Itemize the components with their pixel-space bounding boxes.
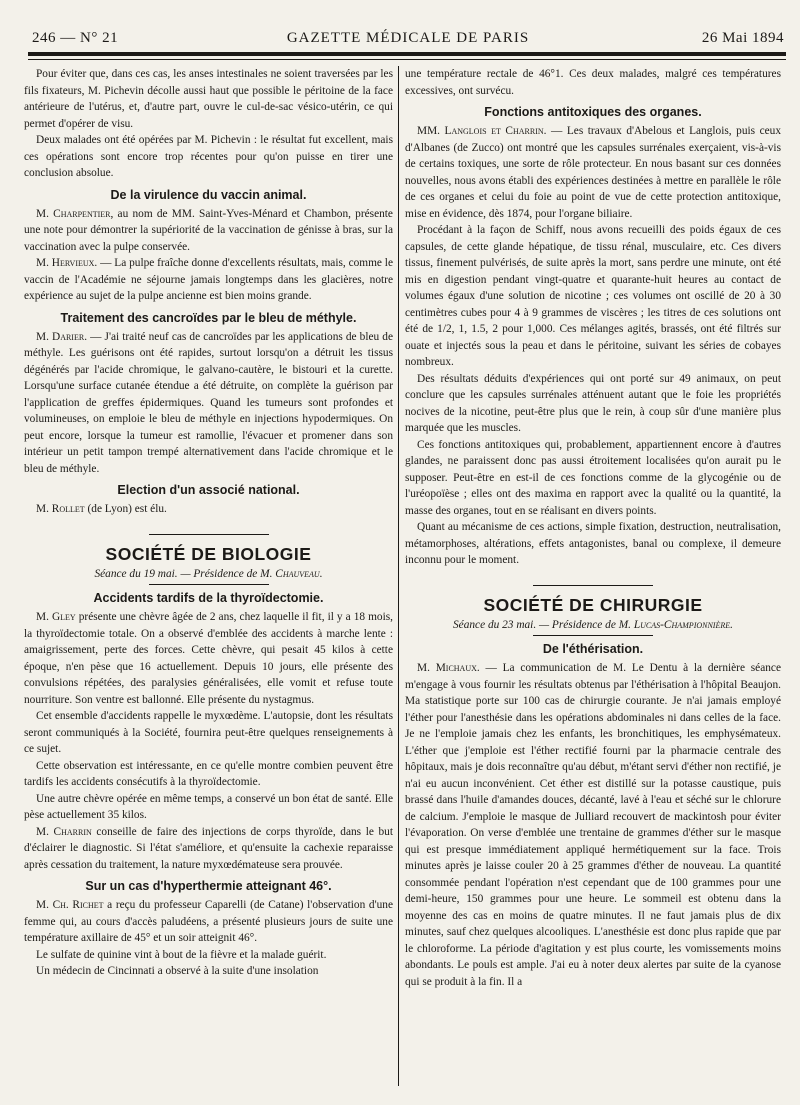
paragraph: Quant au mécanisme de ces actions, simple fixation, destruction, neutralisation, métamorphoses, altérations, effets antagonistes, banal ou complexe, il demeure inconnu pour le moment. (405, 521, 781, 566)
paragraph: Deux malades ont été opérées par M. Pichevin : le résultat fut excellent, mais ces opérations sont encore trop récentes pour qu'on puisse en tirer une conclusion absolue. (24, 134, 393, 179)
paragraph: Ces fonctions antitoxiques qui, probablement, appartiennent encore à d'autres glandes, ne paraissent donc pas aussi étroitement localisées qu'on aurait pu le supposer. Peut-être en est-il de ces fonctions comme de la glycogénie ou de l'uréopoïèse ; elles ont des maxima en rapport avec la qualité ou la quantité, la masse des organes, tout en se réalisant en divers points. (405, 438, 781, 517)
paragraph: Cet ensemble d'accidents rappelle le myxœdème. L'autopsie, dont les résultats seront communiqués à la Société, fournira peut-être quelques renseignements à ce sujet. (24, 710, 393, 755)
paragraph: Cette observation est intéressante, en ce qu'elle montre combien peuvent être tardifs les accidents consécutifs à la thyroïdectomie. (24, 759, 393, 788)
header-rule-thick (28, 52, 786, 56)
paragraph: M. Charrin conseille de faire des injections de corps thyroïde, dans le but d'éclairer le diagnostic. Si l'état s'améliore, et qu'ensuite la cachexie reparaisse après cessation du traitement, la nature myxœdémateuse sera prouvée. (24, 825, 393, 871)
journal-title: GAZETTE MÉDICALE DE PARIS (286, 30, 530, 46)
paragraph: M. Gley présente une chèvre âgée de 2 ans, chez laquelle il fit, il y a 18 mois, la thyroïdectomie totale. On a observé d'emblée des accidents à marche lente : amaigrissement, perte des forces. Cette chèvre, qui pesait 45 kilos à cette époque, n'en pèse que 16 actuellement. Depuis 10 jours, elle présente des convulsions répétées, des paralysies généralisées, elle vomit et refuse toute nourriture. Son ventre est ballonné. Elle présente du nystagmus. (24, 611, 393, 706)
section-heading-vaccin: De la virulence du vaccin animal. (110, 187, 307, 202)
paragraph: Le sulfate de quinine vint à bout de la fièvre et la malade guérit. (36, 948, 327, 961)
left-column (24, 66, 393, 1096)
speaker-name: M. Darier. (36, 330, 88, 343)
section-heading-antitoxiques: Fonctions antitoxiques des organes. (484, 105, 702, 119)
speaker-name: MM. Langlois et Charrin. (417, 125, 547, 137)
paragraph: M. Rollet (de Lyon) est élu. (36, 503, 167, 515)
header-rule-thin (28, 59, 786, 60)
section-separator (533, 635, 653, 636)
paragraph: M. Michaux. — La communication de M. Le Dentu à la dernière séance m'engage à vous fournir les résultats obtenus par l'éthérisation à l'hôpital Beaujon. Ma statistique porte sur 100 cas de chirurgie courante. Je n'ai jamais employé l'éther pour l'anesthésie dans les opérations abdominales ni dans celles de la face. Je ne l'emploie jamais chez les enfants, les bronchitiques, les emphysémateux. L'éther que j'emploie est l'éther rectifié fourni par la pharmacie centrale des hôpitaux, mais je dois reconnaître qu'au début, m'étant servi d'éther non rectifié, je n'ai eu aucun inconvénient. Cet éther est distillé sur la potasse caustique, puis brassé dans l'huile d'amandes douces, décanté, lavé à l'eau et séché sur le chlorure de calcium. J'emploie le masque de Julliard recouvert de mackintosh pour éviter l'évaporation. On verse d'emblée une trentaine de grammes d'éther sur le masque qui est presque immédiatement appliqué hermétiquement sur la face. Trois minutes après je laisse couler 20 à 25 grammes d'éther de nouveau. La quantité consommée pendant l'opération n'est cependant que de 100 grammes pour une demi-heure, 150 grammes pour une heure. Le sommeil est obtenu dans la moyenne des cas en moins de quatre minutes. Il ne faut jamais plus de dix minutes, sauf chez quelques alcooliques. L'anesthésie est donc plus rapide que par le chloroforme. La période d'agitation y est plus courte, les vomissements moins abondants. Le pouls est ample. J'ai eu à noter deux alertes par suite de la cyanose qui se produit à la fin. Il a (405, 662, 781, 988)
section-heading-hyperthermie: Sur un cas d'hyperthermie atteignant 46°. (85, 879, 332, 893)
issue-date: 26 Mai 1894 (701, 30, 784, 46)
paragraph: Procédant à la façon de Schiff, nous avons recueilli des poids égaux de ces capsules, de cette glande hépatique, de tissu rénal, musculaire, etc. Ces divers tissus, finement pulvérisés, de suite après la mort, sans perdre une minute, ont été mis en digestion pendant vingt-quatre et quarante-huit heures au contact de volumes égaux d'une solution de nicotine ; ces volumes ont oscillé de 20 à 30 centimètres cubes pour 4 à 9 grammes de viscères ; les titres de ces solutions ont été de 1/2, 1, 1.5, 2 pour 1,000. Ces mélanges agités, brassés, ont été filtrés sur ouate et injectés sous la peau et dans le péritoine, suivant les séries de cobayes nombreux. (405, 224, 781, 368)
speaker-name: M. Ch. Richet (36, 899, 104, 911)
speaker-name: M. Charrin (36, 825, 92, 838)
paragraph: M. Darier. — J'ai traité neuf cas de cancroïdes par les applications de bleu de méthyle. Les guérisons ont été rapides, surtout lorsqu'on a détruit les tissus dégénérés par l'acide chromique, le galvano-cautère, le bistouri et la curette. Lorsqu'une surface cutanée étendue a été détruite, on complète la guérison par l'application de greffes épidermiques. Quand les tumeurs sont profondes et volumineuses, on emploie le bleu de méthyle en injections hypodermiques. On peut encore, lorsque la tumeur est ramollie, l'évacuer et promener dans son intérieur un petit tampon trempé alternativement dans l'acide chromique et le bleu de méthyle. (24, 330, 393, 475)
page-number: 246 — N° 21 (32, 30, 119, 46)
speaker-name: M. Charpentier, (36, 207, 114, 220)
section-heading-etherisation: De l'éthérisation. (542, 642, 644, 656)
speaker-name: M. Rollet (36, 503, 85, 515)
paragraph: Pour éviter que, dans ces cas, les anses intestinales ne soient traversées par les fils fixateurs, M. Pichevin décolle aussi haut que possible le péritoine de la face antérieure de l'utérus, et, d'autre part, ouvre le cul-de-sac vésico-utérin, ce qui permet d'opérer de visu. (24, 68, 393, 130)
section-separator (533, 585, 653, 586)
right-column (405, 66, 781, 1096)
speaker-name: M. Gley (36, 611, 76, 623)
seance-line: Séance du 19 mai. — Présidence de M. Chauveau. (94, 567, 323, 580)
speaker-name: M. Michaux. (417, 662, 480, 674)
society-heading-chirurgie: SOCIÉTÉ DE CHIRURGIE (483, 594, 703, 615)
paragraph: Un médecin de Cincinnati a observé à la suite d'une insolation (36, 965, 319, 977)
paragraph: MM. Langlois et Charrin. — Les travaux d'Abelous et Langlois, puis ceux d'Albanes (de Zucco) ont montré que les capsules surrénales exerçaient, vis-à-vis de certains toxiques, une sorte de rôle protecteur. En nous basant sur ces données nouvelles, nous avons établi des expériences destinées à mettre en parallèle le rôle de ces organes et celui du foie au point de vue de cette protection antitoxique, mise en évidence, dès 1874, pour l'organe biliaire. (405, 125, 781, 220)
page-header (32, 26, 784, 48)
column-divider (398, 66, 399, 1086)
section-heading-election: Election d'un associé national. (117, 483, 300, 497)
section-heading-cancroides: Traitement des cancroïdes par le bleu de méthyle. (60, 310, 357, 325)
paragraph: M. Charpentier, au nom de MM. Saint-Yves-Ménard et Chambon, présente une note pour démontrer la supériorité de la vaccination de génisse à bras, sur la vaccination avec la pulpe conservée. (24, 207, 393, 253)
speaker-name: M. Hervieux. (36, 257, 98, 269)
paragraph: M. Hervieux. — La pulpe fraîche donne d'excellents résultats, mais, comme le vaccin de l'Académie ne séjourne jamais longtemps dans les glacières, notre expérience au sujet de la pulpe ancienne est bien moins grande. (24, 257, 393, 302)
paragraph: une température rectale de 46°1. Ces deux malades, malgré ces températures excessives, ont survécu. (405, 68, 781, 97)
seance-line: Séance du 23 mai. — Présidence de M. Lucas-Championnière. (453, 618, 733, 631)
section-separator (149, 584, 269, 585)
section-separator (149, 534, 269, 535)
paragraph: M. Ch. Richet a reçu du professeur Caparelli (de Catane) l'observation d'une femme qui, au cours d'accès paludéens, a présenté plusieurs jours de suite une température axillaire de 45° et un soir atteignit 46°. (24, 899, 393, 944)
society-heading-biologie: SOCIÉTÉ DE BIOLOGIE (105, 543, 312, 564)
paragraph: Une autre chèvre opérée en même temps, a conservé un bon état de santé. Elle pèse actuellement 35 kilos. (24, 792, 393, 821)
section-heading-thyroidectomie: Accidents tardifs de la thyroïdectomie. (93, 591, 324, 605)
paragraph: Des résultats déduits d'expériences qui ont porté sur 49 animaux, on peut conclure que les capsules surrénales atténuent autant que le foie les propriétés nocives de la nicotine, peut-être plus que le rein, à coup sûr d'une manière plus marquée que les muscles. (405, 372, 781, 434)
